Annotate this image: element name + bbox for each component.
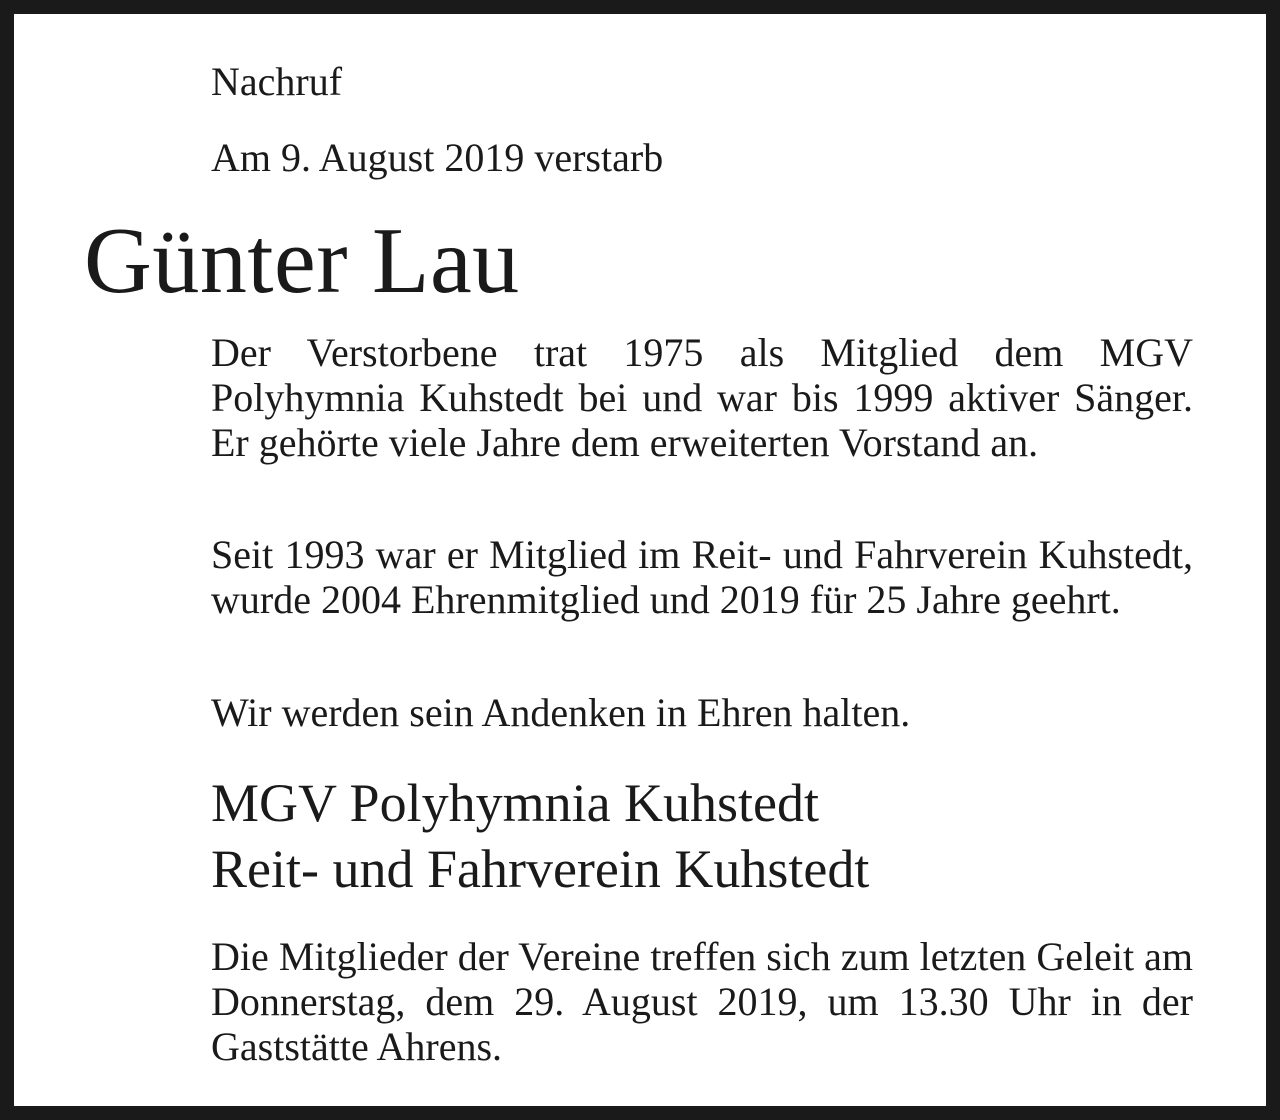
- club-name-choir: MGV Polyhymnia Kuhstedt: [211, 773, 820, 833]
- remembrance-line: Wir werden sein Andenken in Ehren halten.: [211, 690, 911, 735]
- death-date-line: Am 9. August 2019 verstarb: [211, 135, 664, 180]
- funeral-meeting-paragraph: Die Mitglieder der Vereine treffen sich zum letzten Geleit am Donnerstag, dem 29. August 2019, um 13.30 Uhr in der Gaststätte Ahrens.: [211, 934, 1193, 1069]
- club-signatures: [211, 770, 869, 902]
- membership-paragraph-riding-club: Seit 1993 war er Mitglied im Reit- und Fahrverein Kuhstedt, wurde 2004 Ehrenmitglied und 2019 für 25 Jahre geehrt.: [211, 532, 1193, 622]
- club-name-riding: Reit- und Fahrverein Kuhstedt: [211, 839, 870, 899]
- obituary-content: [14, 14, 1266, 1106]
- notice-kicker: Nachruf: [211, 59, 343, 104]
- membership-paragraph-choir: Der Verstorbene trat 1975 als Mitglied dem MGV Polyhymnia Kuhstedt bei und war bis 1999 aktiver Sänger. Er gehörte viele Jahre dem erweiterten Vorstand an.: [211, 330, 1193, 465]
- deceased-name: Günter Lau: [84, 209, 520, 313]
